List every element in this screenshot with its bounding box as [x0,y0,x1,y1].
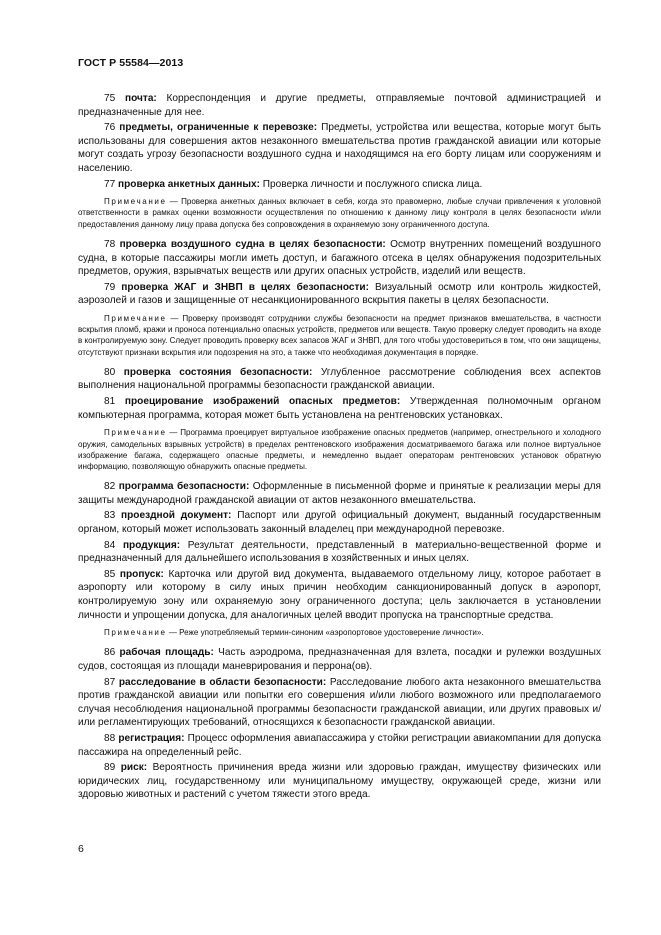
term-entry [78,646,601,673]
note-text: Реже употребляемый термин-синоним «аэропортовое удостоверение личности». [179,628,484,638]
note-text: Проверка анкетных данных включает в себя, когда это правомерно, любые случаи привлечения к уголовной ответственности в рамках оценки возможности осуществления по отношению к данному лицу контроля в целях безопасности и/или предоставления данному лицу права допуска без сопровождения в охраняемую зону ограниченного доступа. [78,197,601,229]
term-name: рабочая площадь: [119,647,214,659]
term-definition: Процесс оформления авиапассажира у стойки регистрации авиакомпании для допуска пассажира на определенный рейс. [78,733,601,758]
term-name: продукция: [122,539,181,551]
term-number: 81 [104,396,116,408]
term-definition: Утвержденная полномочным органом компьютерная программа, которая может быть установлена на рентгеновских установках. [78,396,601,421]
term-number: 88 [104,733,116,744]
term-entry [78,732,601,759]
term-entry [78,539,601,566]
entry-spacer [78,802,601,804]
term-name: предметы, ограниченные к перевозке: [119,122,318,134]
note-label: Примечание [104,628,167,638]
note-label: Примечание [104,428,167,438]
term-name: проездной документ: [121,510,232,522]
note-text: Программа проецирует виртуальное изображение опасных предметов (например, огнестрельного и холодного оружия, самодельных взрывных устройств) в пределах рентгеновского изображения досматриваемого багажа или полное виртуальное изображение багажа, содержащего опасные предметы, и немедленно выдает операторам рентгеновских установок обратную информацию, позволяющую обнаружить опасные предметы. [78,428,601,471]
note-dash: — [166,197,182,207]
term-number: 86 [104,647,116,659]
term-number: 84 [104,539,116,551]
term-definition: Карточка или другой вид документа, выдаваемого отдельному лицу, которое работает в аэропорту или которому в силу иных причин необходим санкционированный допуск в аэропорт, контролируемую зону или охраняемую зону ограниченного доступа; цель заключается в установлении личности и упрощении допуска, для аналогичных целей вводит пропуска на транспортные средства. [78,568,601,621]
term-definition: Оформленные в письменной форме и принятые к реализации меры для защиты международной гражданской авиации от актов незаконного вмешательства. [78,481,601,506]
term-definition: Вероятность причинения вреда жизни или здоровью граждан, имуществу физических или юридических лиц, государственному или муниципальному имуществу, окружающей среде, жизни или здоровью животных и растений с учетом тяжести этого вреда. [78,762,601,801]
term-number: 87 [104,676,116,688]
term-entry [78,509,601,536]
term-note [78,196,601,230]
term-entry [78,761,601,802]
term-number: 79 [104,281,116,293]
term-definition: Углубленное рассмотрение соблюдения всех аспектов выполнения национальной программы безопасности гражданской авиации. [78,366,601,392]
note-dash: — [166,313,183,323]
term-entry [78,178,601,192]
term-name: программа безопасности: [118,481,250,493]
term-definition: Паспорт или другой официальный документ, выданный государственным органом, который может использовать законный владелец при международной перевозке. [78,510,601,536]
term-definition: Часть аэродрома, предназначенная для взлета, посадки и рулежки воздушных судов, состоящая из площади маневрирования и перрона(ов). [78,647,601,673]
term-name: проверка воздушного судна в целях безопасности: [119,238,386,250]
term-note [78,627,601,638]
term-entry [78,395,601,422]
term-entry [78,366,601,393]
note-dash: — [166,428,181,438]
term-entry [78,568,601,622]
term-entry [78,480,601,507]
term-definition: Результат деятельности, представленный в материально-вещественной форме и предназначенный для дальнейшего использования в хозяйственных и иных целях. [78,539,601,565]
term-name: расследование в области безопасности: [118,676,327,688]
term-number: 76 [104,122,116,134]
term-number: 82 [104,481,116,493]
term-number: 80 [104,366,116,378]
term-entry [78,676,601,730]
document-header: ГОСТ Р 55584—2013 [78,57,184,69]
term-entry [78,281,601,308]
term-name: почта: [125,93,157,104]
term-definition: Расследование любого акта незаконного вмешательства против гражданской авиации или попытки его совершения и/или любого возможного или предполагаемого случая несоблюдения национальной программы безопасности гражданской авиации, или других правовых и/или регламентирующих требований, относящихся к безопасности гражданской авиации. [78,676,601,729]
term-name: риск: [120,762,148,774]
term-definition: Осмотр внутренних помещений воздушного судна, в которые пассажиры могли иметь доступ, и багажного отсека в целях обнаружения подозрительных предметов, оружия, взрывчатых веществ или других опасных устройств, изделий или веществ. [78,238,601,278]
term-note [78,427,601,472]
note-text: Проверку производят сотрудники службы безопасности на предмет признаков вмешательства, в частности вскрытия пломб, кражи и проноса потенциально опасных устройств, предметов или веществ. Такую проверку следует проводить на входе в контролируемую зону. Следует проводить проверку всех запасов ЖАГ и ЗНВП, для того чтобы удостовериться в том, что они защищены, отсутствуют признаки вскрытия или подозрения на это, а также что необходимая документация в порядке. [78,313,601,357]
note-dash: — [166,628,180,638]
term-number: 78 [104,238,116,250]
term-name: регистрация: [118,733,185,744]
term-number: 85 [104,568,116,580]
term-name: проецирование изображений опасных предметов: [124,396,401,408]
term-name: пропуск: [119,568,164,580]
term-name: проверка состояния безопасности: [123,366,313,378]
note-label: Примечание [104,313,167,323]
term-entry [78,92,601,119]
term-note [78,313,601,358]
term-name: проверка ЖАГ и ЗНВП в целях безопасности: [121,281,370,293]
term-number: 75 [104,93,116,104]
term-definition: Предметы, устройства или вещества, которые могут быть использованы для совершения актов незаконного вмешательства против гражданской авиации или которые могут создать угрозу безопасности воздушного судна и находящимся на его борту лицам или сооружениям и населению. [78,122,602,174]
term-definition: Визуальный осмотр или контроль жидкостей, аэрозолей и газов и защищенные от несанкционированного вскрытия пакеты в целях безопасности. [78,281,602,307]
term-entry [78,121,601,175]
term-definition: Проверка личности и послужного списка лица. [259,178,483,190]
term-number: 77 [104,178,116,190]
term-number: 89 [104,762,116,774]
term-number: 83 [104,510,116,522]
term-name: проверка анкетных данных: [118,178,260,190]
term-definition: Корреспонденция и другие предметы, отправляемые почтовой администрацией и предназначенные для нее. [78,93,601,118]
page-number: 6 [78,843,84,855]
note-label: Примечание [104,197,167,207]
terms-list [78,92,601,804]
term-entry [78,238,601,279]
